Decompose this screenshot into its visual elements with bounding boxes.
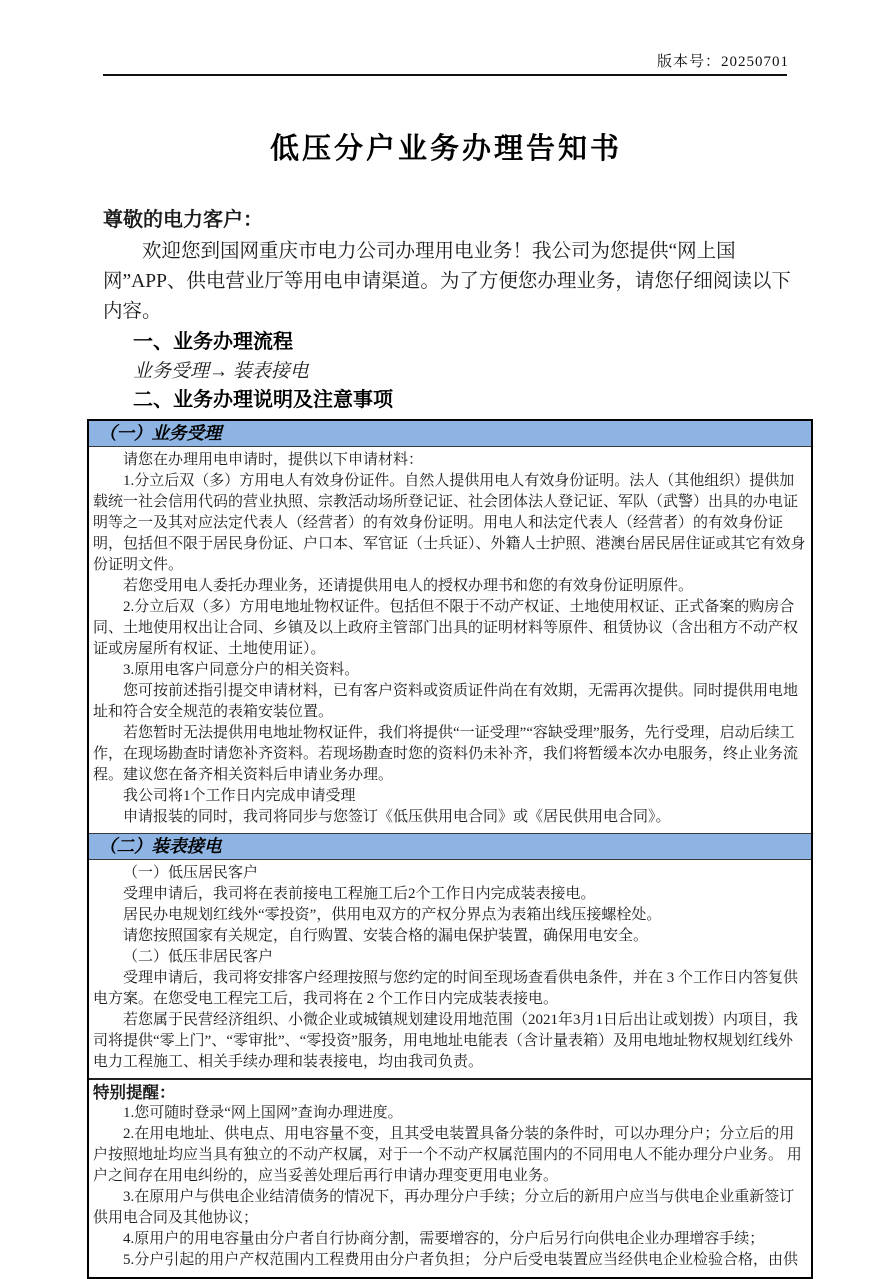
paragraph: 若您受用电人委托办理业务，还请提供用电人的授权办理书和您的有效身份证明原件。 — [123, 578, 694, 594]
paragraph: 4.原用户的用电容量由分户者自行协商分割，需要增容的，分户后另行向供电企业办理增容手续； — [123, 1231, 765, 1247]
paragraph: 2.分立后双（多）方用电地址物权证件。包括但不限于不动产权证、土地使用权证、正式备案的购房合同、土地使用权出让合同、乡镇及以上政府主管部门出具的证明材料等原件、租赁协议（含出租方不动产权证或房屋所有权证、土地使用证）。 — [93, 599, 799, 657]
paragraph: 您可按前述指引提交申请材料，已有客户资料或资质证件尚在有效期，无需再次提供。同时提供用电地址和符合安全规范的表箱安装位置。 — [93, 683, 799, 720]
paragraph: 若您属于民营经济组织、小微企业或城镇规划建设用地范围（2021年3月1日后出让或划拨）内项目，我司将提供“零上门”、“零审批”、“零投资”服务，用电地址电能表（含计量表箱）及用电地址物权规划红线外电力工程施工、相关手续办理和装表接电，均由我司负责。 — [93, 1012, 799, 1070]
table-body-acceptance — [89, 447, 811, 833]
table-body-meter-connection — [89, 860, 811, 1078]
paragraph: 若您暂时无法提供用电地址物权证件，我们将提供“一证受理”“容缺受理”服务，先行受理，启动后续工作，在现场勘查时请您补齐资料。若现场勘查时您的资料仍未补齐，我们将暂缓本次办电服务，终止业务流程。建议您在备齐相关资料后申请业务办理。 — [93, 725, 799, 783]
document-title: 低压分户业务办理告知书 — [269, 133, 622, 165]
section-heading-notes: 二、业务办理说明及注意事项 — [133, 389, 393, 411]
salutation: 尊敬的电力客户： — [103, 209, 263, 231]
paragraph: （一）低压居民客户 — [123, 865, 259, 881]
section-heading-process: 一、业务办理流程 — [133, 331, 293, 353]
paragraph: 请您在办理用电申请时，提供以下申请材料： — [123, 452, 424, 468]
process-flow: 业务受理→ 装表接电 — [133, 361, 309, 382]
paragraph: 我公司将1个工作日内完成申请受理 — [123, 788, 356, 804]
paragraph: 1.分立后双（多）方用电人有效身份证件。自然人提供用电人有效身份证明。法人（其他组织）提供加载统一社会信用代码的营业执照、宗教活动场所登记证、社会团体法人登记证、军队（武警）出具的办电证明等之一及其对应法定代表人（经营者）的有效身份证明。用电人和法定代表人（经营者）的有效身份证明，包括但不限于居民身份证、户口本、军官证（士兵证）、外籍人士护照、港澳台居民居住证或其它有效身份证明文件。 — [93, 473, 806, 573]
paragraph: 受理申请后，我司将安排客户经理按照与您约定的时间至现场查看供电条件，并在 3 个工作日内答复供电方案。在您受电工程完工后，我司将在 2 个工作日内完成装表接电。 — [93, 970, 799, 1007]
paragraph: 请您按照国家有关规定，自行购置、安装合格的漏电保护装置，确保用电安全。 — [123, 928, 649, 944]
notice-table — [87, 419, 813, 1279]
welcome-paragraph: 欢迎您到国网重庆市电力公司办理用电业务！我公司为您提供“网上国网”APP、供电营业厅等用电申请渠道。为了方便您办理业务，请您仔细阅读以下内容。 — [103, 241, 791, 322]
version-label: 版本号：20250701 — [656, 54, 789, 70]
paragraph: 2.在用电地址、供电点、用电容量不变，且其受电装置具备分装的条件时，可以办理分户；分立后的用户按照地址均应当具有独立的不动产权属，对于一个不动产权属范围内的不同用电人不能办理分户业务。 用户之间存在用电纠纷的，应当妥善处理后再行申请办理变更用电业务。 — [93, 1126, 802, 1184]
header-rule — [103, 74, 787, 76]
paragraph: 受理申请后，我司将在表前接电工程施工后2个工作日内完成装表接电。 — [123, 886, 596, 902]
paragraph: 3.在原用户与供电企业结清债务的情况下，再办理分户手续；分立后的新用户应当与供电企业重新签订供用电合同及其他协议； — [93, 1189, 795, 1226]
paragraph: 居民办电规划红线外“零投资”，供用电双方的产权分界点为表箱出线压接螺栓处。 — [123, 907, 662, 923]
paragraph: 申请报装的同时，我司将同步与您签订《低压供用电合同》或《居民供用电合同》。 — [123, 809, 671, 825]
special-reminder-section — [89, 1078, 811, 1277]
paragraph: 5.分户引起的用户产权范围内工程费用由分户者负担； 分户后受电装置应当经供电企业检验合格，由供 — [123, 1252, 799, 1268]
special-reminder-label: 特别提醒： — [93, 1083, 176, 1102]
paragraph: 3.原用电客户同意分户的相关资料。 — [123, 662, 360, 678]
table-header-meter-connection: （二）装表接电 — [89, 833, 811, 860]
paragraph: （二）低压非居民客户 — [123, 949, 274, 965]
paragraph: 1.您可随时登录“网上国网”查询办理进度。 — [123, 1105, 403, 1121]
table-header-acceptance: （一）业务受理 — [89, 421, 811, 447]
intro-block — [103, 205, 792, 414]
